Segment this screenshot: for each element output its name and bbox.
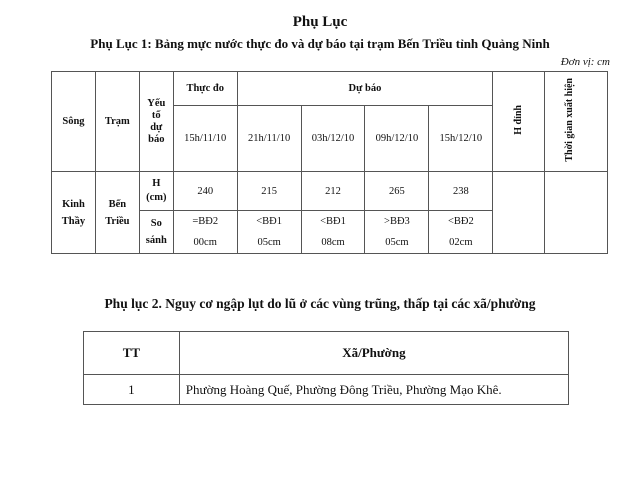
time-cell: 21h/11/10 bbox=[237, 106, 301, 172]
header-du-bao: Dự báo bbox=[237, 72, 493, 106]
compare-rel: <BĐ1 bbox=[320, 216, 346, 227]
compare-rel: =BĐ2 bbox=[192, 216, 219, 227]
header-thuc-do: Thực đo bbox=[173, 72, 237, 106]
time-cell: 15h/11/10 bbox=[173, 106, 237, 172]
compare-cell bbox=[365, 211, 429, 254]
compare-cell bbox=[173, 211, 237, 254]
compare-label-line: sánh bbox=[145, 235, 167, 246]
header-h-dinh bbox=[493, 72, 545, 172]
h-value: 238 bbox=[429, 172, 493, 211]
header-xa-phuong: Xã/Phường bbox=[179, 332, 568, 375]
station-name bbox=[95, 172, 139, 254]
header-tram: Trạm bbox=[95, 72, 139, 172]
compare-rel: <BĐ2 bbox=[447, 216, 474, 227]
compare-rel: <BĐ1 bbox=[256, 216, 282, 227]
river-name-line: Thầy bbox=[61, 215, 86, 227]
compare-diff: 08cm bbox=[321, 237, 345, 248]
h-label-line: H bbox=[152, 178, 161, 189]
header-yeu-to-line: báo bbox=[148, 133, 165, 145]
compare-diff: 05cm bbox=[385, 237, 409, 248]
header-thoi-gian bbox=[545, 72, 608, 172]
h-dinh-cell bbox=[493, 172, 545, 254]
thoi-gian-cell bbox=[545, 172, 608, 254]
river-name bbox=[52, 172, 96, 254]
time-cell: 09h/12/10 bbox=[365, 106, 429, 172]
page-title: Phụ Lục bbox=[292, 14, 348, 30]
compare-diff: 00cm bbox=[193, 237, 217, 248]
compare-label-line: So bbox=[150, 218, 162, 229]
header-yeu-to-line: Yếu bbox=[147, 97, 166, 109]
header-song: Sông bbox=[52, 72, 96, 172]
station-name-line: Bến bbox=[108, 198, 127, 210]
row-index: 1 bbox=[84, 375, 180, 405]
time-cell: 15h/12/10 bbox=[429, 106, 493, 172]
unit-note: Đơn vị: cm bbox=[560, 56, 610, 68]
h-value: 240 bbox=[173, 172, 237, 211]
river-name-line: Kinh bbox=[62, 198, 85, 210]
h-value: 215 bbox=[237, 172, 301, 211]
time-cell: 03h/12/10 bbox=[301, 106, 365, 172]
compare-label bbox=[139, 211, 173, 254]
compare-diff: 02cm bbox=[449, 237, 473, 248]
appendix-2-title: Phụ lục 2. Nguy cơ ngập lụt do lũ ở các vùng trũng, thấp tại các xã/phường bbox=[104, 296, 536, 311]
header-yeu-to bbox=[139, 72, 173, 172]
station-name-line: Triều bbox=[105, 215, 130, 227]
h-value: 265 bbox=[365, 172, 429, 211]
h-label-line: (cm) bbox=[146, 192, 167, 203]
appendix-1-title: Phụ Lục 1: Bảng mực nước thực đo và dự báo tại trạm Bến Triều tỉnh Quảng Ninh bbox=[90, 36, 550, 51]
header-h-dinh-text: H đỉnh bbox=[513, 105, 525, 135]
header-yeu-to-line: tố bbox=[151, 109, 161, 121]
header-yeu-to-line: dự bbox=[150, 121, 163, 133]
h-value: 212 bbox=[301, 172, 365, 211]
table-row bbox=[84, 375, 569, 405]
compare-diff: 05cm bbox=[257, 237, 281, 248]
compare-cell bbox=[237, 211, 301, 254]
water-level-table bbox=[51, 71, 608, 254]
header-thoi-gian-text: Thời gian xuất hiện bbox=[564, 78, 576, 162]
header-tt: TT bbox=[84, 332, 180, 375]
compare-cell bbox=[301, 211, 365, 254]
h-label bbox=[139, 172, 173, 211]
compare-cell bbox=[429, 211, 493, 254]
compare-rel: >BĐ3 bbox=[384, 216, 410, 227]
row-wards: Phường Hoàng Quế, Phường Đông Triều, Phường Mạo Khê. bbox=[179, 375, 568, 405]
flood-risk-table bbox=[83, 331, 569, 405]
